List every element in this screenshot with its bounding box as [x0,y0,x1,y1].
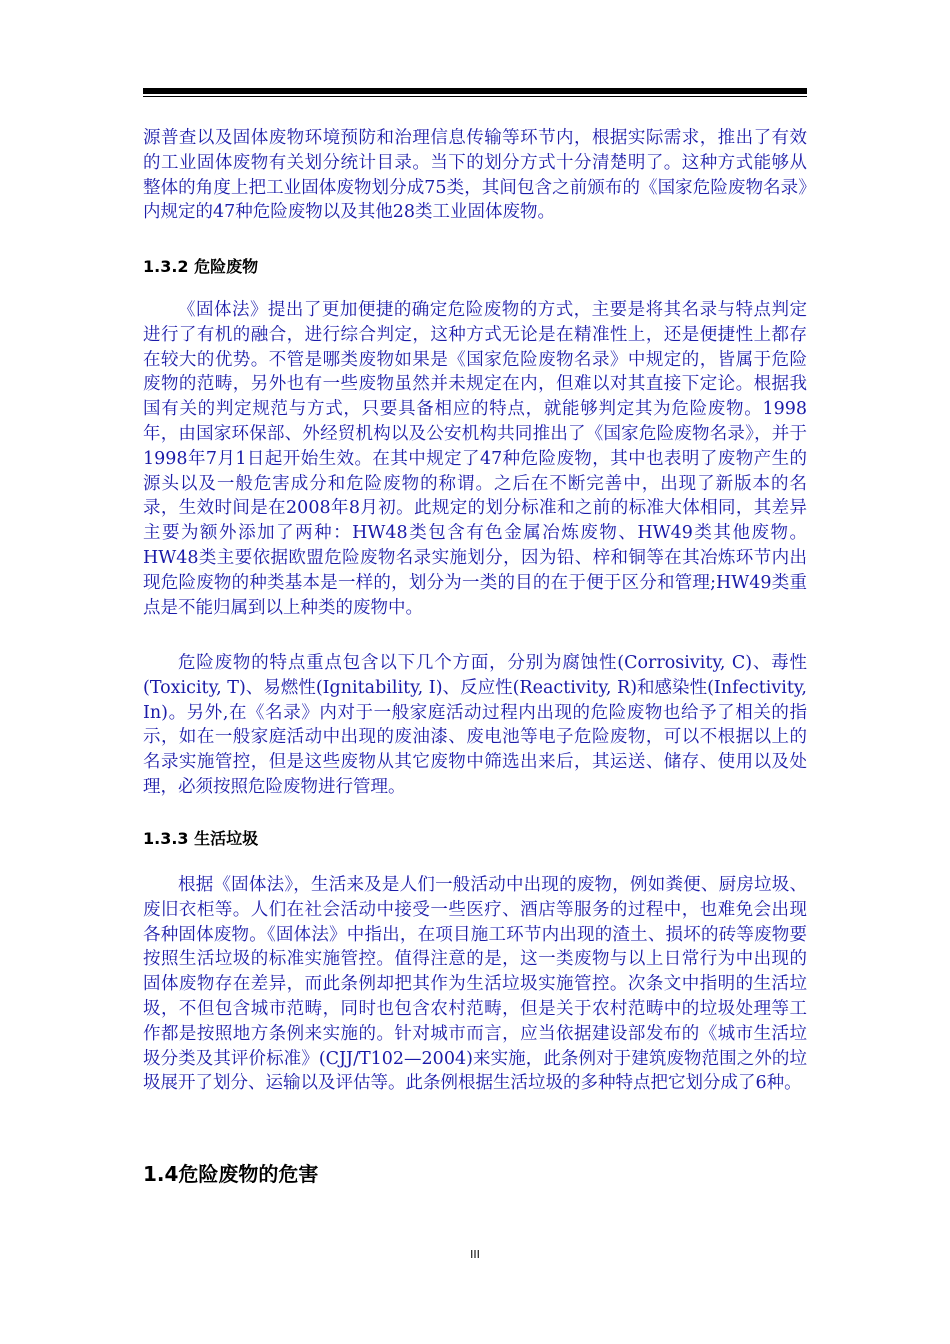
paragraph-intro-continued: 源普查以及固体废物环境预防和治理信息传输等环节内，根据实际需求，推出了有效的工业固体废物有关划分统计目录。当下的划分方式十分清楚明了。这种方式能够从整体的角度上把工业固体废物划分成75类，其间包含之前颁布的《国家危险废物名录》内规定的47种危险废物以及其他28类工业固体废物。 [143,128,807,223]
paragraph-hazardous-waste-properties: 危险废物的特点重点包含以下几个方面，分别为腐蚀性(Corrosivity, C)、毒性(Toxicity, T)、易燃性(Ignitability, I)、反应性(Reactivity, R)和感染性(Infectivity, In)。另外,在《名录》内对于一般家庭活动过程内出现的危险废物也给予了相关的指示，如在一般家庭活动中出现的废油漆、废电池等电子危险废物，可以不根据以上的名录实施管控，但是这些废物从其它废物中筛选出来后，其运送、储存、使用以及处理，必须按照危险废物进行管理。 [143,653,807,797]
paragraph-hazardous-waste-definition: 《固体法》提出了更加便捷的确定危险废物的方式，主要是将其名录与特点判定进行了有机的融合，进行综合判定，这种方式无论是在精准性上，还是便捷性上都存在较大的优势。不管是哪类废物如果是《国家危险废物名录》中规定的，皆属于危险废物的范畴，另外也有一些废物虽然并未规定在内，但难以对其直接下定论。根据我国有关的判定规范与方式，只要具备相应的特点，就能够判定其为危险废物。1998年，由国家环保部、外经贸机构以及公安机构共同推出了《国家危险废物名录》，并于1998年7月1日起开始生效。在其中规定了47种危险废物，其中也表明了废物产生的源头以及一般危害成分和危险废物的称谓。之后在不断完善中，出现了新版本的名录，生效时间是在2008年8月初。此规定的划分标准和之前的标准大体相同，其差异主要为额外添加了两种：HW48类包含有色金属冶炼废物、HW49类其他废物。HW48类主要依据欧盟危险废物名录实施划分，因为铅、梓和铜等在其冶炼环节内出现危险废物的种类基本是一样的，划分为一类的目的在于便于区分和管理;HW49类重点是不能归属到以上种类的废物中。 [143,300,807,618]
paragraph-domestic-waste: 根据《固体法》，生活来及是人们一般活动中出现的废物，例如粪便、厨房垃圾、废旧衣柜等。人们在社会活动中接受一些医疗、酒店等服务的过程中，也难免会出现各种固体废物。《固体法》中指出，在项目施工环节内出现的渣土、损坏的砖等废物要按照生活垃圾的标准实施管控。值得注意的是，这一类废物与以上日常行为中出现的固体废物存在差异，而此条例却把其作为生活垃圾实施管控。次条文中指明的生活垃圾，不但包含城市范畴，同时也包含农村范畴，但是关于农村范畴中的垃圾处理等工作都是按照地方条例来实施的。针对城市而言，应当依据建设部发布的《城市生活垃圾分类及其评价标准》(CJJ/T102—2004)来实施，此条例对于建筑废物范围之外的垃圾展开了划分、运输以及评估等。此条例根据生活垃圾的多种特点把它划分成了6种。 [143,875,807,1094]
section-heading-1-3-3: 1.3.3 生活垃圾 [143,829,259,848]
section-heading-1-3-2: 1.3.2 危险废物 [143,257,259,276]
section-heading-1-4: 1.4危险废物的危害 [143,1162,319,1186]
header-rule-thick [143,88,807,94]
page-number: III [470,1248,480,1261]
header-rule-thin [143,96,807,97]
